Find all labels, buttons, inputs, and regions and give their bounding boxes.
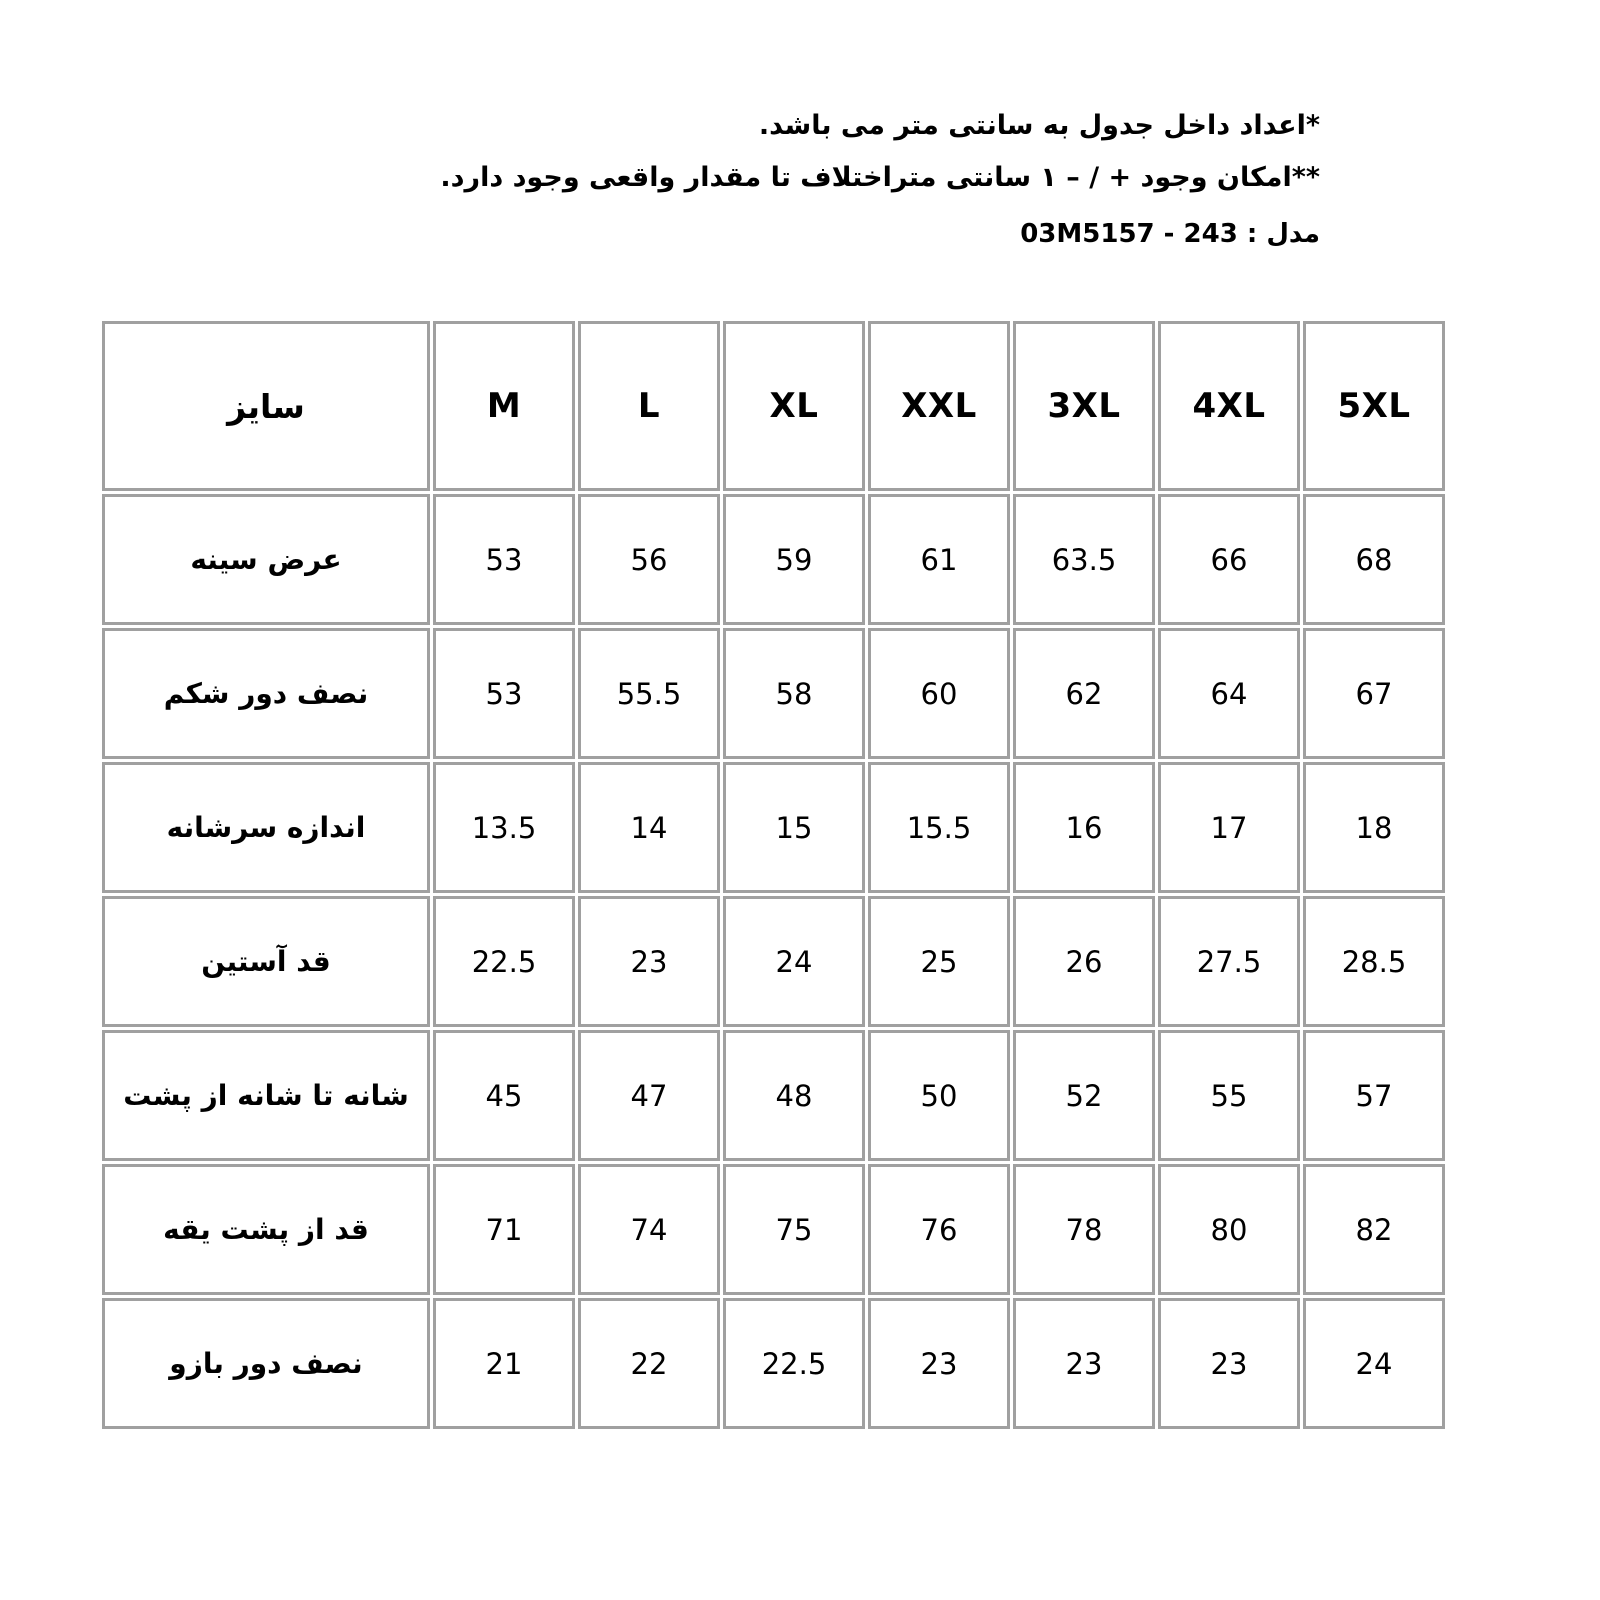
cell-value: [868, 1298, 1010, 1429]
header-size-label-4: XL: [769, 386, 819, 426]
value-text: 53: [485, 542, 523, 577]
cell-value: [1303, 1164, 1445, 1295]
value-text: 22: [630, 1346, 668, 1381]
value-text: 24: [1355, 1346, 1393, 1381]
header-cell-size-3: [868, 321, 1010, 491]
row-label-text: قد از پشت یقه: [163, 1213, 369, 1246]
cell-value: [1303, 896, 1445, 1027]
cell-row-label: [102, 1298, 430, 1429]
cell-value: [1303, 628, 1445, 759]
row-label-text: اندازه سرشانه: [166, 811, 366, 844]
value-text: 58: [775, 676, 813, 711]
cell-value: [723, 896, 865, 1027]
cell-value: [433, 896, 575, 1027]
cell-value: [433, 1298, 575, 1429]
value-text: 59: [775, 542, 813, 577]
cell-value: [723, 762, 865, 893]
cell-value: [1013, 1298, 1155, 1429]
value-text: 26: [1065, 944, 1103, 979]
cell-row-label: [102, 1164, 430, 1295]
cell-value: [868, 1164, 1010, 1295]
cell-row-label: [102, 628, 430, 759]
cell-value: [868, 628, 1010, 759]
note-unit-line: *اعداد داخل جدول به سانتی متر می باشد.: [758, 110, 1320, 141]
row-label-text: شانه تا شانه از پشت: [123, 1079, 409, 1112]
header-cell-size-0: [1303, 321, 1445, 491]
cell-value: [723, 1030, 865, 1161]
value-text: 23: [1065, 1346, 1103, 1381]
header-size-label-1: 4XL: [1192, 386, 1266, 426]
value-text: 75: [775, 1212, 813, 1247]
value-text: 23: [630, 944, 668, 979]
cell-value: [578, 762, 720, 893]
value-text: 74: [630, 1212, 668, 1247]
value-text: 22.5: [471, 944, 537, 979]
value-text: 23: [1210, 1346, 1248, 1381]
cell-value: [1013, 628, 1155, 759]
note-tolerance-line: **امکان وجود + / – ۱ سانتی متراختلاف تا مقدار واقعی وجود دارد.: [440, 162, 1320, 193]
value-text: 18: [1355, 810, 1393, 845]
value-text: 55.5: [616, 676, 682, 711]
value-text: 24: [775, 944, 813, 979]
table-row: [102, 1030, 1445, 1161]
value-text: 45: [485, 1078, 523, 1113]
value-text: 50: [920, 1078, 958, 1113]
table-row: [102, 494, 1445, 625]
cell-value: [433, 1164, 575, 1295]
cell-value: [1158, 628, 1300, 759]
value-text: 71: [485, 1212, 523, 1247]
table-row: [102, 1298, 1445, 1429]
header-size-label-0: 5XL: [1337, 386, 1411, 426]
header-cell-size-5: [578, 321, 720, 491]
cell-value: [1303, 494, 1445, 625]
value-text: 82: [1355, 1212, 1393, 1247]
cell-value: [578, 1298, 720, 1429]
cell-value: [1013, 896, 1155, 1027]
header-measure-title: سایز: [227, 386, 305, 426]
value-text: 16: [1065, 810, 1103, 845]
value-text: 80: [1210, 1212, 1248, 1247]
value-text: 15: [775, 810, 813, 845]
header-cell-size-1: [1158, 321, 1300, 491]
row-label-text: نصف دور شکم: [163, 677, 369, 710]
cell-value: [868, 1030, 1010, 1161]
value-text: 28.5: [1341, 944, 1407, 979]
value-text: 76: [920, 1212, 958, 1247]
header-size-label-2: 3XL: [1047, 386, 1121, 426]
cell-row-label: [102, 896, 430, 1027]
model-number-line: مدل : 243 - 03M5157: [1020, 219, 1320, 249]
row-label-text: نصف دور بازو: [169, 1347, 363, 1380]
cell-value: [868, 494, 1010, 625]
row-label-text: عرض سینه: [190, 543, 342, 576]
value-text: 78: [1065, 1212, 1103, 1247]
header-size-label-3: XXL: [901, 386, 977, 426]
cell-value: [1158, 762, 1300, 893]
cell-value: [578, 628, 720, 759]
cell-row-label: [102, 494, 430, 625]
value-text: 66: [1210, 542, 1248, 577]
cell-value: [1158, 1030, 1300, 1161]
cell-row-label: [102, 1030, 430, 1161]
cell-value: [1303, 1298, 1445, 1429]
cell-value: [578, 494, 720, 625]
cell-value: [868, 896, 1010, 1027]
cell-value: [1158, 1298, 1300, 1429]
value-text: 14: [630, 810, 668, 845]
value-text: 22.5: [761, 1346, 827, 1381]
cell-value: [723, 1298, 865, 1429]
table-head: [102, 321, 1445, 491]
cell-value: [1013, 762, 1155, 893]
value-text: 53: [485, 676, 523, 711]
value-text: 64: [1210, 676, 1248, 711]
header-size-label-6: M: [486, 386, 522, 426]
value-text: 47: [630, 1078, 668, 1113]
header-cell-size-4: [723, 321, 865, 491]
value-text: 61: [920, 542, 958, 577]
value-text: 52: [1065, 1078, 1103, 1113]
cell-value: [1013, 494, 1155, 625]
size-table-wrapper: [110, 318, 1448, 1432]
value-text: 27.5: [1196, 944, 1262, 979]
table-header-row: [102, 321, 1445, 491]
value-text: 62: [1065, 676, 1103, 711]
cell-value: [433, 628, 575, 759]
table-row: [102, 628, 1445, 759]
cell-value: [1303, 1030, 1445, 1161]
cell-value: [723, 494, 865, 625]
value-text: 63.5: [1051, 542, 1117, 577]
cell-value: [578, 1030, 720, 1161]
cell-value: [433, 762, 575, 893]
cell-value: [1158, 896, 1300, 1027]
table-row: [102, 762, 1445, 893]
value-text: 48: [775, 1078, 813, 1113]
header-cell-size-2: [1013, 321, 1155, 491]
cell-value: [1158, 1164, 1300, 1295]
row-label-text: قد آستین: [201, 945, 331, 978]
cell-row-label: [102, 762, 430, 893]
cell-value: [723, 1164, 865, 1295]
notes-block: [0, 100, 1320, 260]
value-text: 55: [1210, 1078, 1248, 1113]
cell-value: [578, 1164, 720, 1295]
header-cell-measure-title: [102, 321, 430, 491]
value-text: 57: [1355, 1078, 1393, 1113]
value-text: 25: [920, 944, 958, 979]
value-text: 15.5: [906, 810, 972, 845]
cell-value: [1158, 494, 1300, 625]
size-chart-table: [99, 318, 1448, 1432]
cell-value: [868, 762, 1010, 893]
table-body: [102, 494, 1445, 1429]
cell-value: [578, 896, 720, 1027]
value-text: 23: [920, 1346, 958, 1381]
value-text: 67: [1355, 676, 1393, 711]
value-text: 68: [1355, 542, 1393, 577]
cell-value: [1013, 1030, 1155, 1161]
header-size-label-5: L: [637, 386, 661, 426]
cell-value: [433, 1030, 575, 1161]
cell-value: [1013, 1164, 1155, 1295]
value-text: 56: [630, 542, 668, 577]
header-cell-size-6: [433, 321, 575, 491]
value-text: 13.5: [471, 810, 537, 845]
value-text: 60: [920, 676, 958, 711]
table-row: [102, 1164, 1445, 1295]
value-text: 21: [485, 1346, 523, 1381]
cell-value: [1303, 762, 1445, 893]
table-row: [102, 896, 1445, 1027]
value-text: 17: [1210, 810, 1248, 845]
cell-value: [433, 494, 575, 625]
cell-value: [723, 628, 865, 759]
